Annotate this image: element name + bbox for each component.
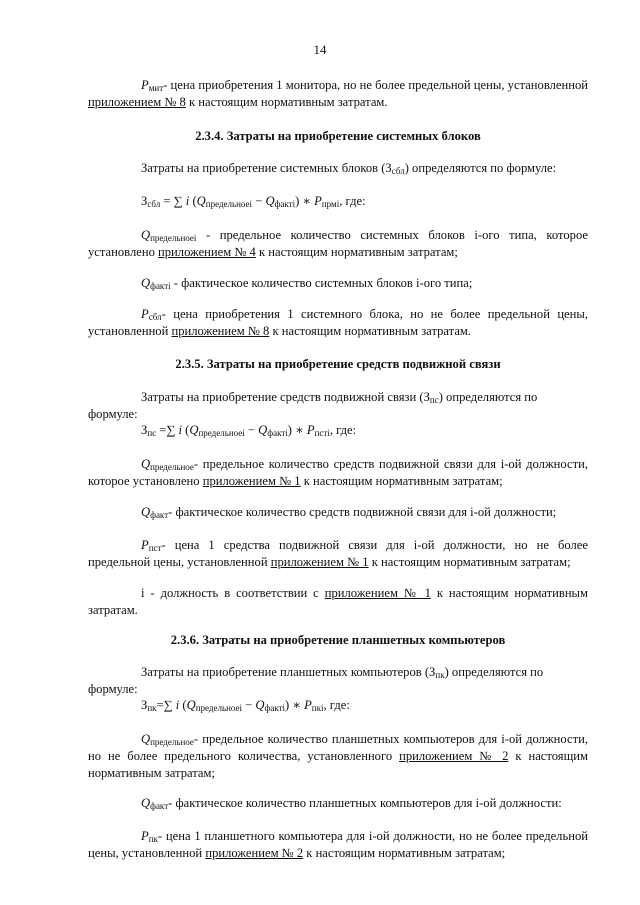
definition: $Q_{факт}-$ фактическое количество средств подвижной связи для i-ой должности; bbox=[141, 505, 557, 520]
definition: $P_{сбл}-$ цена приобретения 1 системного блока, но не более предельной цены, установленной приложением № 8 к настоящим нормативным затратам. bbox=[88, 307, 588, 338]
appendix-link[interactable]: приложением № 2 bbox=[399, 749, 509, 763]
monitor-price-definition: $P_{мит}-$ цена приобретения 1 монитора, но не более предельной цены, установленной приложением № 8 к настоящим нормативным затратам. bbox=[88, 78, 588, 109]
section-heading-2-3-4: 2.3.4. Затраты на приобретение системных блоков bbox=[195, 129, 481, 143]
section-heading-2-3-5: 2.3.5. Затраты на приобретение средств подвижной связи bbox=[175, 357, 501, 371]
appendix-link[interactable]: приложением № 2 bbox=[205, 846, 304, 860]
section-heading-2-3-6: 2.3.6. Затраты на приобретение планшетных компьютеров bbox=[170, 633, 506, 647]
definition: $P_{пк}-$ цена 1 планшетного компьютера для i-ой должности, но не более предельной цены, установленной приложением № 2 к настоящим нормативным затратам; bbox=[88, 829, 588, 860]
appendix-link[interactable]: приложением № 8 bbox=[171, 324, 270, 338]
formula: $З_{пс}$ =∑ i $(Q_{предельноеі} - Q_{факті})$ ∗ $P_{псті}$, где: bbox=[141, 423, 357, 438]
page-number: 14 bbox=[313, 42, 327, 57]
section-intro: Затраты на приобретение средств подвижной связи $(З_{пс})$ определяются по формуле: bbox=[88, 390, 538, 421]
definition: $P_{пст}-$ цена 1 средства подвижной связи для i-ой должности, но не более предельной цены, установленной приложением № 1 к настоящим нормативным затратам; bbox=[88, 538, 588, 569]
appendix-link[interactable]: приложением № 4 bbox=[158, 245, 256, 259]
definition: $Q_{факт}-$ фактическое количество планшетных компьютеров для i-ой должности: bbox=[141, 796, 562, 811]
appendix-link[interactable]: приложением № 1 bbox=[324, 586, 431, 600]
section-intro: Затраты на приобретение системных блоков $(З_{сбл})$ определяются по формуле: bbox=[141, 161, 557, 176]
formula: $З_{сбл}$ = ∑ i $(Q_{предельноеi} - Q_{факті})$ ∗ $P_{прмі}$, где: bbox=[141, 194, 366, 209]
definition: $Q_{предельное}-$ предельное количество планшетных компьютеров для i-ой должности, но не более предельного количества, установленного приложением № 2 к настоящим нормативным затратам; bbox=[88, 732, 588, 780]
definition: $Q_{фактi}$ - фактическое количество системных блоков i-ого типа; bbox=[141, 276, 473, 291]
definition: $Q_{предельноеі}$ - предельное количество системных блоков i-ого типа, которое установлено приложением № 4 к настоящим нормативным затратам; bbox=[88, 228, 588, 259]
appendix-link[interactable]: приложением № 8 bbox=[88, 95, 186, 109]
price-symbol: P bbox=[141, 78, 149, 92]
appendix-link[interactable]: приложением № 1 bbox=[270, 555, 369, 569]
definition: i - должность в соответствии с приложением № 1 к настоящим нормативным затратам. bbox=[88, 586, 588, 617]
section-intro: Затраты на приобретение планшетных компьютеров $(З_{пк})$ определяются по формуле: bbox=[88, 665, 544, 696]
formula: $З_{пк}=\sum$ i $(Q_{предельноеi} - Q_{факті})$ ∗ $P_{пкі}$, где: bbox=[141, 698, 350, 713]
definition: $Q_{предельное}-$ предельное количество средств подвижной связи для i-ой должности, которое установлено приложением № 1 к настоящим нормативным затратам; bbox=[88, 457, 588, 488]
appendix-link[interactable]: приложением № 1 bbox=[202, 474, 301, 488]
